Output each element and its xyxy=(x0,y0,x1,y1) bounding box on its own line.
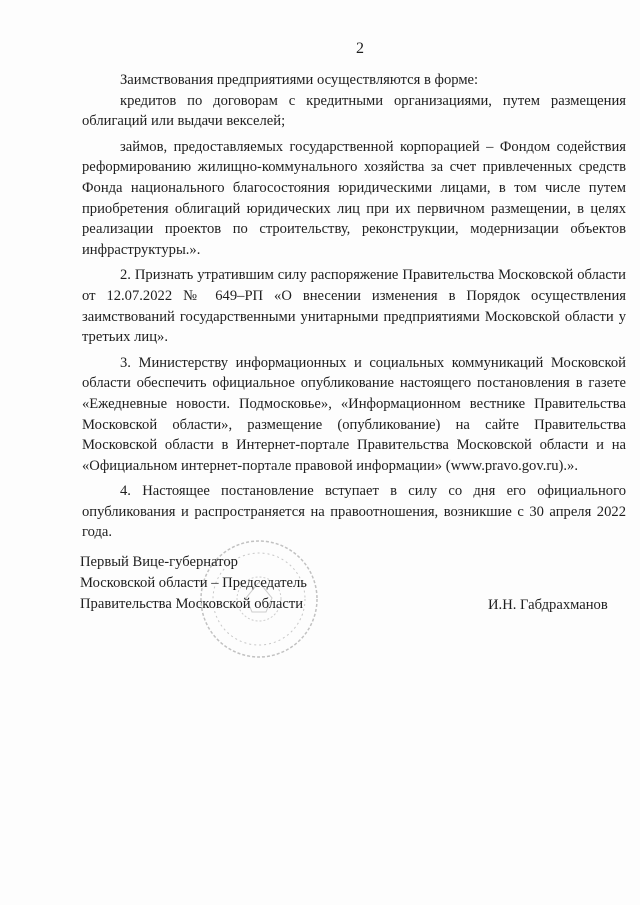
document-body xyxy=(82,70,626,543)
paragraph-credits: кредитов по договорам с кредитными организациями, путем размещения облигаций или выдачи векселей; xyxy=(82,92,626,130)
paragraph-item-4: 4. Настоящее постановление вступает в силу со дня его официального опубликования и распространяется на правоотношения, возникшие с 30 апреля 2022 года. xyxy=(82,483,626,541)
paragraph-item-2: 2. Признать утратившим силу распоряжение Правительства Московской области от 12.07.2022 № 649–РП «О внесении изменения в Порядок осуществления заимствований государственными унитарными предприятиями Московской области у третьих лиц». xyxy=(82,267,626,346)
paragraph-borrowing-forms: Заимствования предприятиями осуществляются в форме: xyxy=(120,72,479,88)
page-number: 2 xyxy=(356,40,364,57)
signer-position-line-1: Первый Вице-губернатор xyxy=(80,554,238,570)
signature-block xyxy=(80,552,307,615)
signer-position-line-3: Правительства Московской области xyxy=(80,596,304,612)
paragraph-loans: займов, предоставляемых государственной корпорацией – Фондом содействия реформированию жилищно-коммунального хозяйства за счет привлеченных средств Фонда национального благосостояния юридическими лицами, в том числе путем приобретения облигаций юридических лиц при их первичном размещении, в целях реализации проектов по строительству, реконструкции, модернизации объектов инфраструктуры.». xyxy=(82,138,626,258)
signer-position-line-2: Московской области – Председатель xyxy=(80,575,307,591)
signer-name: И.Н. Габдрахманов xyxy=(488,597,608,613)
paragraph-item-3: 3. Министерству информационных и социальных коммуникаций Московской области обеспечить официальное опубликование настоящего постановления в газете «Ежедневные новости. Подмосковье», «Информационном вестнике Правительства Московской области», размещение (опубликование) на сайте Правительства Московской области в Интернет-портале Правительства Московской области и на «Официальном интернет-портале правовой информации» (www.pravo.gov.ru).». xyxy=(82,354,626,474)
